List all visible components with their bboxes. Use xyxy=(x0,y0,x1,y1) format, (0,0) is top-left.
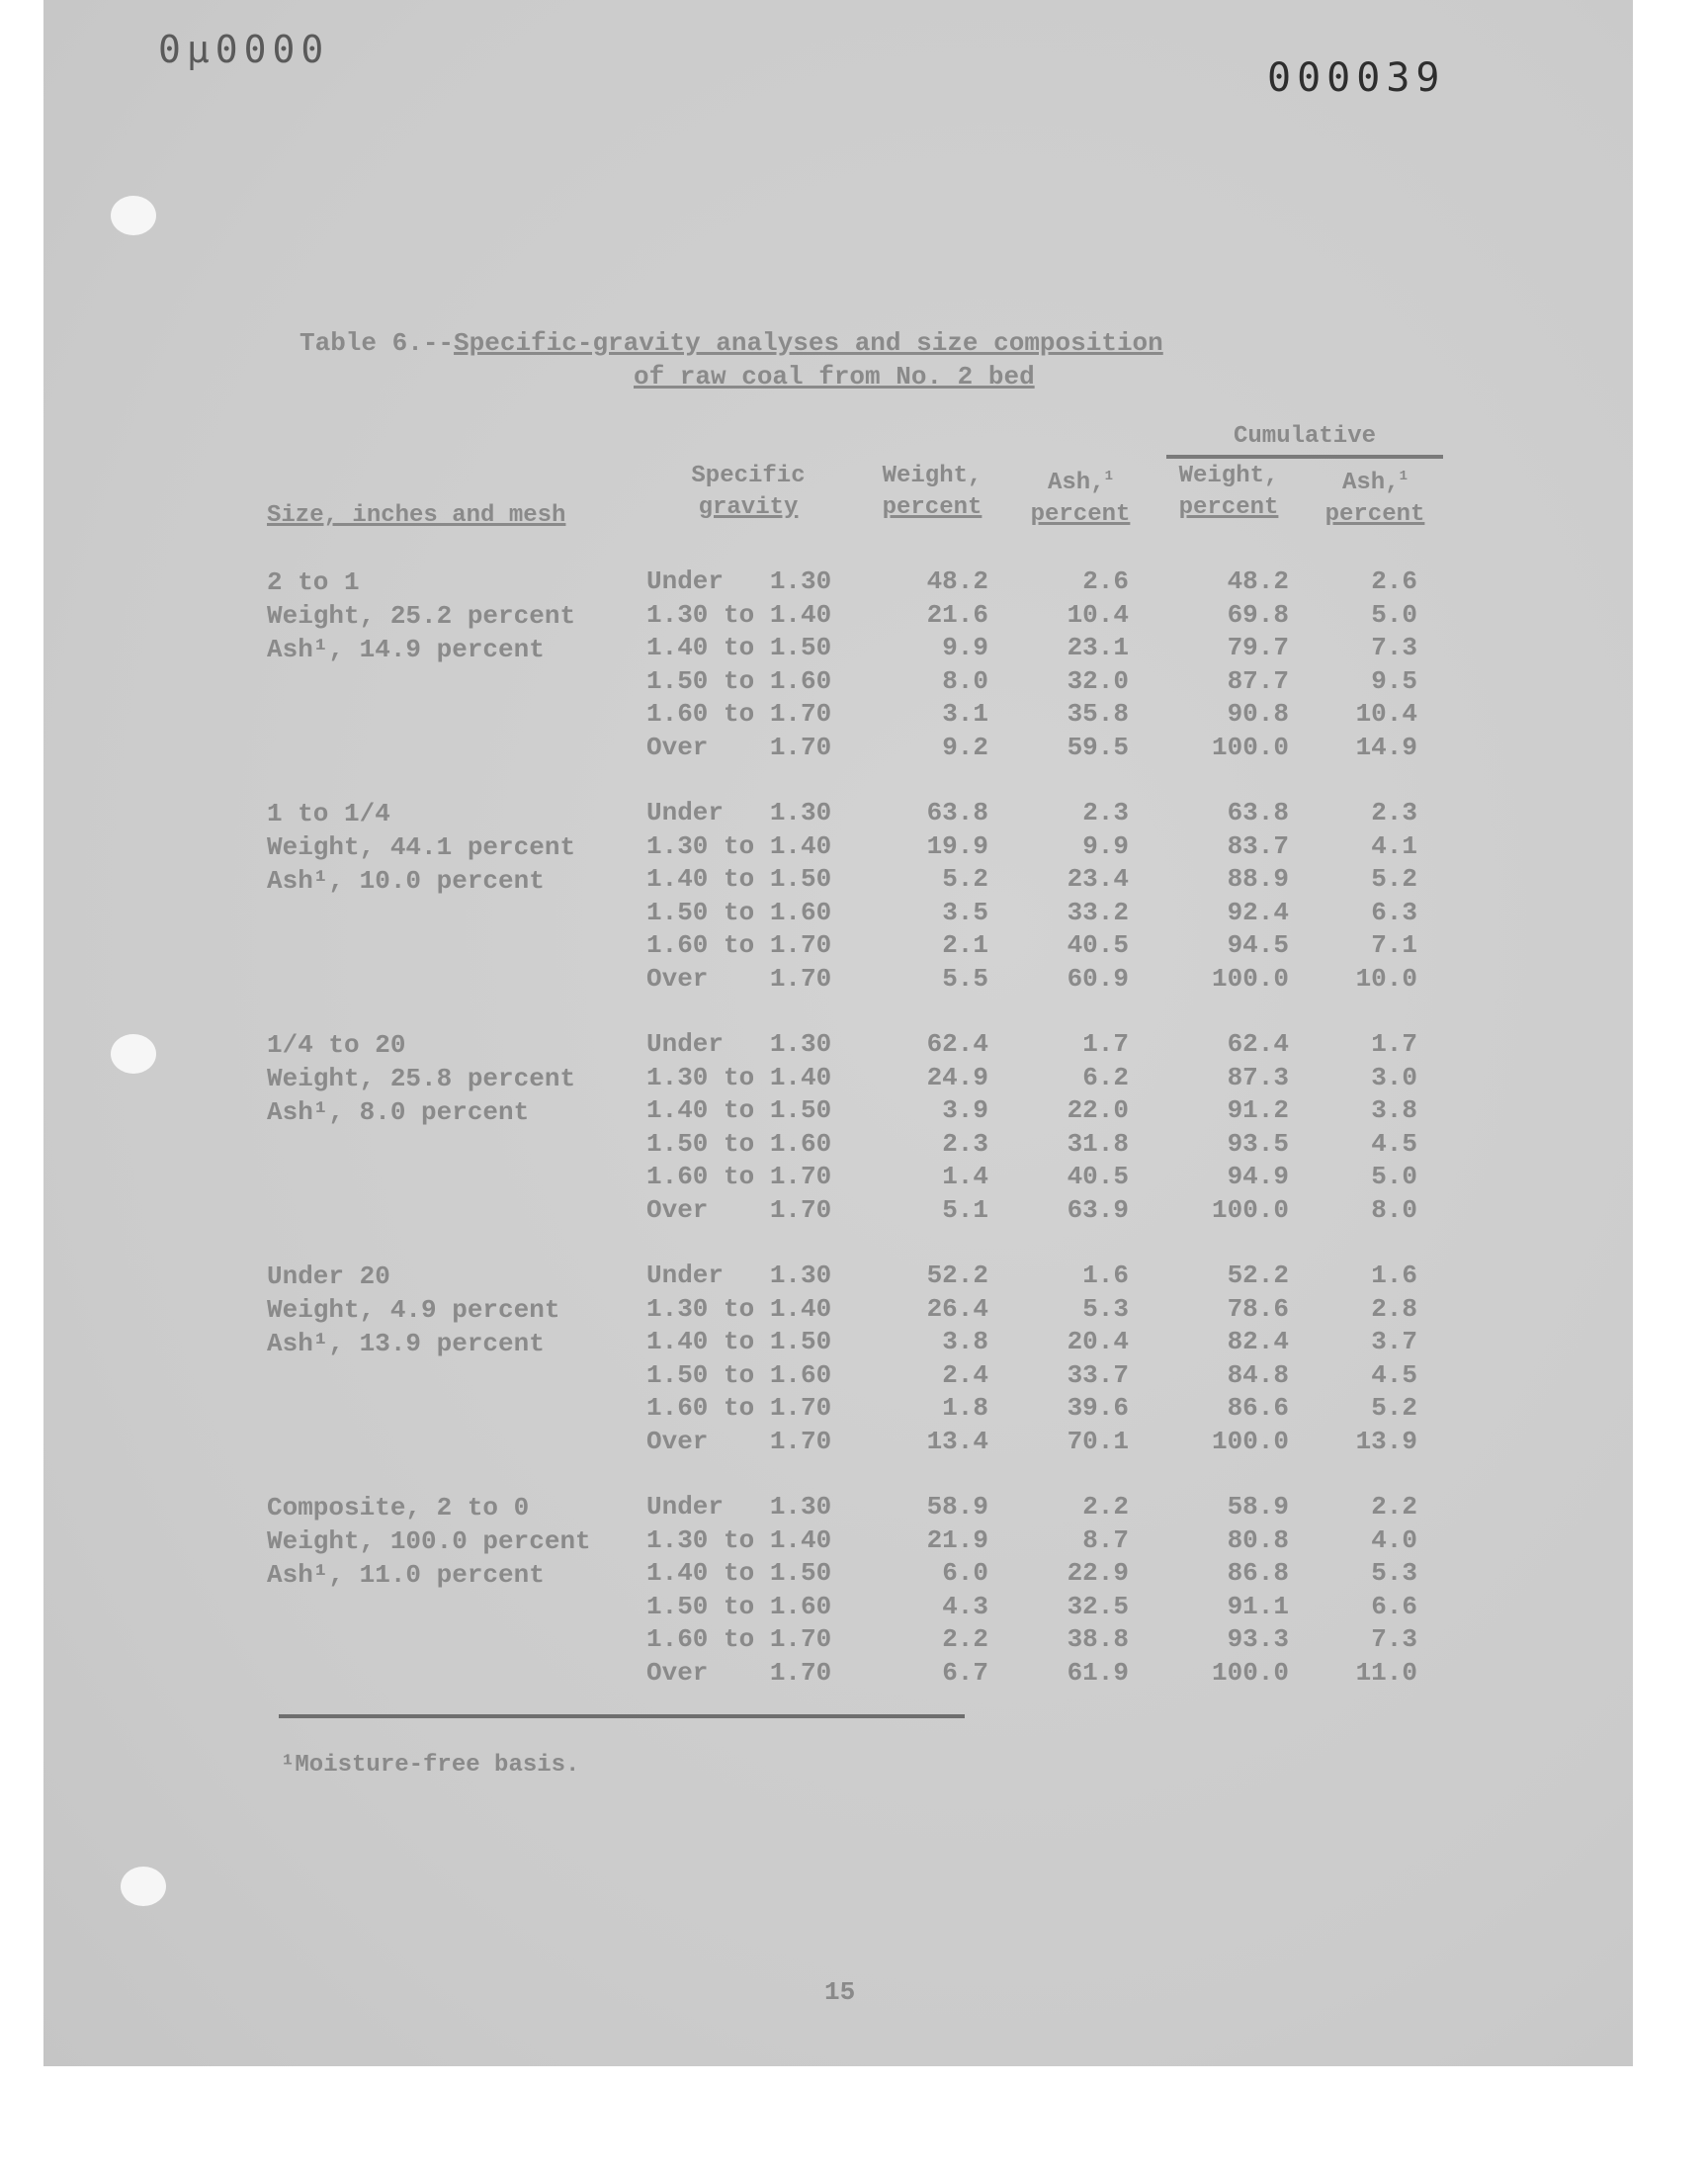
size-group-description xyxy=(267,566,652,666)
ash-cell: 38.8 xyxy=(1067,1624,1129,1654)
cumulative-weight-cell: 90.8 xyxy=(1227,699,1289,729)
cumulative-ash-cell: 4.5 xyxy=(1371,1128,1417,1159)
table-row xyxy=(646,632,1457,665)
table-row xyxy=(646,1161,1457,1194)
cumulative-weight-cell: 91.1 xyxy=(1227,1591,1289,1621)
cumulative-ash-cell: 8.0 xyxy=(1371,1194,1417,1225)
cumulative-ash-cell: 7.1 xyxy=(1371,930,1417,960)
weight-cell: 48.2 xyxy=(926,566,988,596)
weight-cell: 9.9 xyxy=(942,633,988,662)
cumulative-weight-cell: 86.8 xyxy=(1227,1558,1289,1588)
size-group-weight: Weight, 25.2 percent xyxy=(267,601,576,631)
size-group-rows xyxy=(646,566,1457,764)
specific-gravity-cell: 1.50 to 1.60 xyxy=(646,1359,832,1390)
weight-cell: 3.5 xyxy=(942,897,988,927)
ash-cell: 8.7 xyxy=(1082,1524,1129,1555)
ash-cell: 9.9 xyxy=(1082,830,1129,861)
table-row xyxy=(646,1094,1457,1128)
cumulative-ash-cell: 7.3 xyxy=(1371,1624,1417,1654)
cumulative-ash-cell: 7.3 xyxy=(1371,633,1417,662)
table-row xyxy=(646,698,1457,732)
cumulative-weight-cell: 82.4 xyxy=(1227,1327,1289,1356)
size-group-ash: Ash¹, 10.0 percent xyxy=(267,866,545,896)
table-row xyxy=(646,599,1457,633)
cumulative-weight-cell: 100.0 xyxy=(1211,1194,1289,1225)
cumulative-weight-cell: 86.6 xyxy=(1227,1393,1289,1423)
table-caption xyxy=(299,326,1288,393)
column-header-cumulative-ash: Ash,$^1$ percent xyxy=(1324,469,1425,528)
size-group-ash: Ash¹, 14.9 percent xyxy=(267,635,545,664)
cumulative-weight-cell: 58.9 xyxy=(1227,1492,1289,1522)
size-group-size: Composite, 2 to 0 xyxy=(267,1493,530,1522)
table-row xyxy=(646,1591,1457,1624)
size-group-rows xyxy=(646,1028,1457,1227)
cumulative-ash-cell: 2.2 xyxy=(1371,1492,1417,1522)
cumulative-ash-cell: 2.8 xyxy=(1371,1293,1417,1324)
weight-cell: 26.4 xyxy=(926,1293,988,1324)
cumulative-ash-cell: 5.3 xyxy=(1371,1558,1417,1588)
ash-cell: 5.3 xyxy=(1082,1293,1129,1324)
cumulative-weight-cell: 93.5 xyxy=(1227,1128,1289,1159)
weight-cell: 62.4 xyxy=(926,1029,988,1059)
weight-cell: 63.8 xyxy=(926,798,988,827)
specific-gravity-cell: 1.30 to 1.40 xyxy=(646,599,832,630)
caption-title-line2: of raw coal from No. 2 bed xyxy=(634,362,1035,392)
weight-cell: 2.1 xyxy=(942,930,988,960)
weight-cell: 24.9 xyxy=(926,1062,988,1092)
table-row xyxy=(646,1392,1457,1426)
weight-cell: 52.2 xyxy=(926,1261,988,1290)
column-header-weight: Weight, percent xyxy=(882,463,982,521)
ash-cell: 33.7 xyxy=(1067,1359,1129,1390)
specific-gravity-cell: 1.50 to 1.60 xyxy=(646,897,832,927)
table-row xyxy=(646,1028,1457,1062)
specific-gravity-cell: Over 1.70 xyxy=(646,1194,832,1225)
column-header-cumulative: Cumulative xyxy=(1166,421,1443,459)
cumulative-ash-cell: 5.2 xyxy=(1371,1393,1417,1423)
specific-gravity-cell: 1.40 to 1.50 xyxy=(646,864,832,894)
punch-hole xyxy=(111,196,156,235)
size-group-weight: Weight, 100.0 percent xyxy=(267,1526,591,1556)
ash-cell: 61.9 xyxy=(1067,1657,1129,1688)
ash-cell: 31.8 xyxy=(1067,1128,1129,1159)
weight-cell: 19.9 xyxy=(926,830,988,861)
specific-gravity-cell: Under 1.30 xyxy=(646,798,832,827)
caption-prefix: Table 6.-- xyxy=(299,328,455,358)
cumulative-ash-cell: 5.0 xyxy=(1371,1162,1417,1191)
ash-cell: 2.2 xyxy=(1082,1492,1129,1522)
size-group-rows xyxy=(646,797,1457,996)
cumulative-weight-cell: 91.2 xyxy=(1227,1095,1289,1125)
cumulative-ash-cell: 13.9 xyxy=(1355,1426,1417,1456)
cumulative-weight-cell: 48.2 xyxy=(1227,566,1289,596)
cumulative-weight-cell: 69.8 xyxy=(1227,599,1289,630)
cumulative-weight-cell: 80.8 xyxy=(1227,1524,1289,1555)
weight-cell: 13.4 xyxy=(926,1426,988,1456)
cumulative-weight-cell: 87.7 xyxy=(1227,665,1289,696)
size-group-rows xyxy=(646,1491,1457,1690)
table-row xyxy=(646,566,1457,599)
cumulative-weight-cell: 78.6 xyxy=(1227,1293,1289,1324)
table-row xyxy=(646,665,1457,699)
cumulative-ash-cell: 4.5 xyxy=(1371,1359,1417,1390)
cumulative-ash-cell: 6.6 xyxy=(1371,1591,1417,1621)
cumulative-ash-cell: 5.0 xyxy=(1371,599,1417,630)
ash-cell: 32.5 xyxy=(1067,1591,1129,1621)
table-row xyxy=(646,732,1457,765)
ash-cell: 22.9 xyxy=(1067,1558,1129,1588)
specific-gravity-cell: 1.50 to 1.60 xyxy=(646,1591,832,1621)
weight-cell: 1.4 xyxy=(942,1162,988,1191)
size-group-size: 1 to 1/4 xyxy=(267,799,390,828)
table-row xyxy=(646,1491,1457,1524)
cumulative-weight-cell: 62.4 xyxy=(1227,1029,1289,1059)
cumulative-ash-cell: 2.3 xyxy=(1371,798,1417,827)
specific-gravity-cell: 1.30 to 1.40 xyxy=(646,1293,832,1324)
cumulative-ash-cell: 4.1 xyxy=(1371,830,1417,861)
table-row xyxy=(646,897,1457,930)
column-header-size: Size, inches and mesh xyxy=(267,502,566,529)
table-row xyxy=(646,1293,1457,1327)
weight-cell: 6.0 xyxy=(942,1558,988,1588)
table-row xyxy=(646,1194,1457,1228)
column-header-specific-gravity: Specific gravity xyxy=(691,463,806,521)
cumulative-weight-cell: 63.8 xyxy=(1227,798,1289,827)
specific-gravity-cell: Under 1.30 xyxy=(646,1492,832,1522)
table-row xyxy=(646,1623,1457,1657)
table-row xyxy=(646,1128,1457,1162)
cumulative-weight-cell: 100.0 xyxy=(1211,1657,1289,1688)
punch-hole xyxy=(111,1034,156,1074)
weight-cell: 5.5 xyxy=(942,963,988,994)
ash-cell: 20.4 xyxy=(1067,1327,1129,1356)
footnote-rule xyxy=(279,1714,965,1718)
size-group-weight: Weight, 25.8 percent xyxy=(267,1064,576,1093)
weight-cell: 58.9 xyxy=(926,1492,988,1522)
size-group-size: Under 20 xyxy=(267,1262,390,1291)
specific-gravity-cell: Over 1.70 xyxy=(646,732,832,762)
column-header-ash: Ash,$^1$ percent xyxy=(1030,469,1131,528)
cumulative-weight-cell: 93.3 xyxy=(1227,1624,1289,1654)
cumulative-ash-cell: 10.0 xyxy=(1355,963,1417,994)
specific-gravity-cell: 1.60 to 1.70 xyxy=(646,1624,832,1654)
ash-cell: 1.7 xyxy=(1082,1029,1129,1059)
specific-gravity-cell: 1.40 to 1.50 xyxy=(646,1558,832,1588)
weight-cell: 4.3 xyxy=(942,1591,988,1621)
ash-cell: 59.5 xyxy=(1067,732,1129,762)
size-group-description xyxy=(267,797,652,898)
ash-cell: 22.0 xyxy=(1067,1095,1129,1125)
cumulative-weight-cell: 88.9 xyxy=(1227,864,1289,894)
table-row xyxy=(646,1260,1457,1293)
size-group-weight: Weight, 44.1 percent xyxy=(267,832,576,862)
ash-cell: 40.5 xyxy=(1067,930,1129,960)
cumulative-weight-cell: 92.4 xyxy=(1227,897,1289,927)
specific-gravity-cell: Over 1.70 xyxy=(646,1657,832,1688)
weight-cell: 9.2 xyxy=(942,732,988,762)
ash-cell: 32.0 xyxy=(1067,665,1129,696)
size-group-weight: Weight, 4.9 percent xyxy=(267,1295,560,1325)
ash-cell: 70.1 xyxy=(1067,1426,1129,1456)
cumulative-ash-cell: 9.5 xyxy=(1371,665,1417,696)
ash-cell: 35.8 xyxy=(1067,699,1129,729)
specific-gravity-cell: 1.30 to 1.40 xyxy=(646,830,832,861)
specific-gravity-cell: 1.40 to 1.50 xyxy=(646,1327,832,1356)
table-row xyxy=(646,863,1457,897)
ash-cell: 2.6 xyxy=(1082,566,1129,596)
specific-gravity-cell: 1.50 to 1.60 xyxy=(646,1128,832,1159)
cumulative-weight-cell: 100.0 xyxy=(1211,732,1289,762)
size-group-ash: Ash¹, 8.0 percent xyxy=(267,1097,530,1127)
weight-cell: 8.0 xyxy=(942,665,988,696)
table-row xyxy=(646,1657,1457,1691)
weight-cell: 3.8 xyxy=(942,1327,988,1356)
cumulative-ash-cell: 11.0 xyxy=(1355,1657,1417,1688)
ash-cell: 1.6 xyxy=(1082,1261,1129,1290)
cumulative-ash-cell: 10.4 xyxy=(1355,699,1417,729)
specific-gravity-cell: 1.60 to 1.70 xyxy=(646,930,832,960)
specific-gravity-cell: Under 1.30 xyxy=(646,1029,832,1059)
weight-cell: 5.1 xyxy=(942,1194,988,1225)
ash-cell: 60.9 xyxy=(1067,963,1129,994)
cumulative-weight-cell: 100.0 xyxy=(1211,963,1289,994)
table-row xyxy=(646,1524,1457,1558)
cumulative-ash-cell: 3.7 xyxy=(1371,1327,1417,1356)
caption-title-line1: Specific-gravity analyses and size composition xyxy=(454,328,1163,358)
column-header-cumulative-weight: Weight, percent xyxy=(1178,463,1279,521)
size-group-size: 2 to 1 xyxy=(267,567,360,597)
weight-cell: 2.2 xyxy=(942,1624,988,1654)
ash-cell: 2.3 xyxy=(1082,798,1129,827)
document-id-stamp-right: 000039 xyxy=(1267,55,1446,101)
size-group-ash: Ash¹, 11.0 percent xyxy=(267,1560,545,1590)
cumulative-ash-cell: 1.7 xyxy=(1371,1029,1417,1059)
table-row xyxy=(646,1326,1457,1359)
cumulative-weight-cell: 94.9 xyxy=(1227,1162,1289,1191)
specific-gravity-cell: Over 1.70 xyxy=(646,1426,832,1456)
cumulative-ash-cell: 4.0 xyxy=(1371,1524,1417,1555)
specific-gravity-cell: 1.60 to 1.70 xyxy=(646,699,832,729)
ash-cell: 23.4 xyxy=(1067,864,1129,894)
table-row xyxy=(646,1557,1457,1591)
punch-hole xyxy=(121,1867,166,1906)
weight-cell: 2.3 xyxy=(942,1128,988,1159)
specific-gravity-cell: Under 1.30 xyxy=(646,566,832,596)
cumulative-ash-cell: 3.8 xyxy=(1371,1095,1417,1125)
weight-cell: 6.7 xyxy=(942,1657,988,1688)
ash-cell: 6.2 xyxy=(1082,1062,1129,1092)
weight-cell: 3.9 xyxy=(942,1095,988,1125)
specific-gravity-cell: 1.60 to 1.70 xyxy=(646,1162,832,1191)
weight-cell: 5.2 xyxy=(942,864,988,894)
size-group-rows xyxy=(646,1260,1457,1458)
cumulative-weight-cell: 87.3 xyxy=(1227,1062,1289,1092)
size-group-ash: Ash¹, 13.9 percent xyxy=(267,1329,545,1358)
table-row xyxy=(646,1426,1457,1459)
specific-gravity-cell: Under 1.30 xyxy=(646,1261,832,1290)
specific-gravity-cell: 1.30 to 1.40 xyxy=(646,1062,832,1092)
size-group-size: 1/4 to 20 xyxy=(267,1030,406,1060)
ash-cell: 63.9 xyxy=(1067,1194,1129,1225)
table-row xyxy=(646,963,1457,997)
cumulative-weight-cell: 84.8 xyxy=(1227,1359,1289,1390)
ash-cell: 39.6 xyxy=(1067,1393,1129,1423)
table-row xyxy=(646,830,1457,864)
ash-cell: 40.5 xyxy=(1067,1162,1129,1191)
weight-cell: 21.6 xyxy=(926,599,988,630)
table-header xyxy=(257,421,1463,530)
weight-cell: 21.9 xyxy=(926,1524,988,1555)
specific-gravity-cell: 1.40 to 1.50 xyxy=(646,1095,832,1125)
specific-gravity-cell: 1.30 to 1.40 xyxy=(646,1524,832,1555)
cumulative-weight-cell: 83.7 xyxy=(1227,830,1289,861)
size-group-description xyxy=(267,1491,652,1592)
cumulative-ash-cell: 14.9 xyxy=(1355,732,1417,762)
cumulative-weight-cell: 94.5 xyxy=(1227,930,1289,960)
ash-cell: 33.2 xyxy=(1067,897,1129,927)
cumulative-ash-cell: 5.2 xyxy=(1371,864,1417,894)
size-group-description xyxy=(267,1260,652,1360)
specific-gravity-cell: Over 1.70 xyxy=(646,963,832,994)
document-id-stamp-left: 0μ0000 xyxy=(158,28,330,71)
size-group-description xyxy=(267,1028,652,1129)
specific-gravity-cell: 1.50 to 1.60 xyxy=(646,665,832,696)
specific-gravity-cell: 1.40 to 1.50 xyxy=(646,633,832,662)
cumulative-weight-cell: 100.0 xyxy=(1211,1426,1289,1456)
weight-cell: 3.1 xyxy=(942,699,988,729)
cumulative-ash-cell: 1.6 xyxy=(1371,1261,1417,1290)
table-row xyxy=(646,797,1457,830)
weight-cell: 1.8 xyxy=(942,1393,988,1423)
cumulative-weight-cell: 52.2 xyxy=(1227,1261,1289,1290)
footnote: ¹Moisture-free basis. xyxy=(281,1752,580,1779)
ash-cell: 23.1 xyxy=(1067,633,1129,662)
table-row xyxy=(646,1062,1457,1095)
table-row xyxy=(646,929,1457,963)
page-number: 15 xyxy=(824,1977,856,2007)
cumulative-ash-cell: 2.6 xyxy=(1371,566,1417,596)
table-row xyxy=(646,1359,1457,1393)
weight-cell: 2.4 xyxy=(942,1359,988,1390)
cumulative-ash-cell: 6.3 xyxy=(1371,897,1417,927)
specific-gravity-cell: 1.60 to 1.70 xyxy=(646,1393,832,1423)
ash-cell: 10.4 xyxy=(1067,599,1129,630)
cumulative-ash-cell: 3.0 xyxy=(1371,1062,1417,1092)
cumulative-weight-cell: 79.7 xyxy=(1227,633,1289,662)
